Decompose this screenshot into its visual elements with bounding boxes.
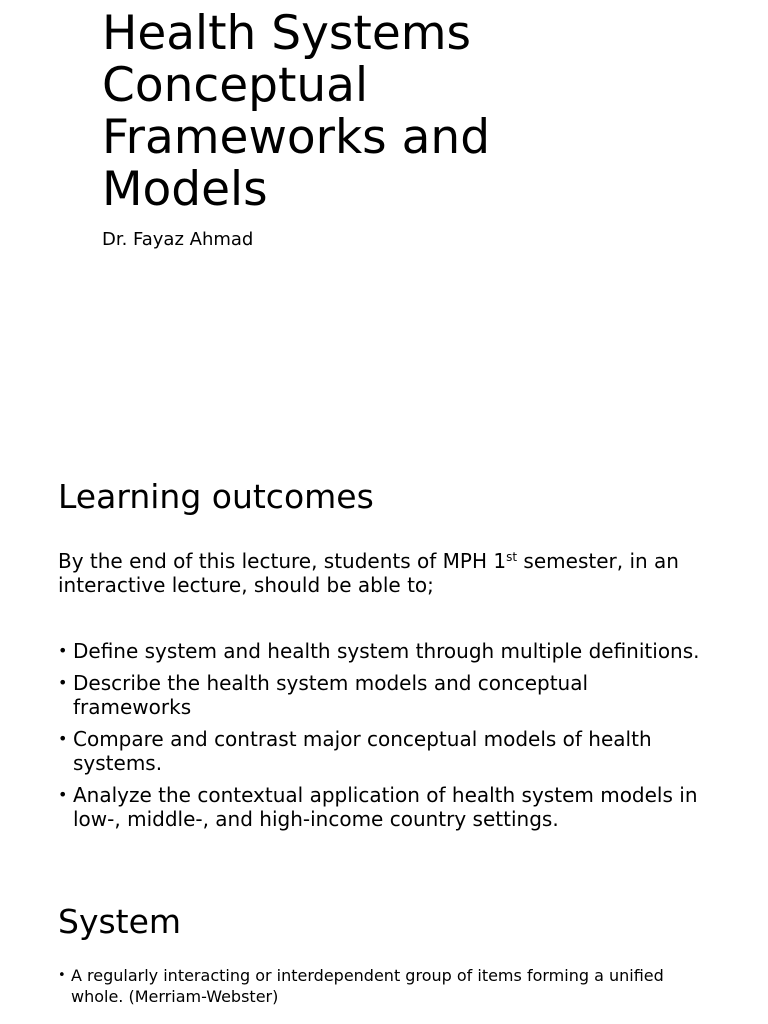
bullet-icon: • — [58, 785, 68, 804]
author-name: Dr. Fayaz Ahmad — [102, 229, 254, 250]
learning-outcomes-list — [58, 639, 708, 839]
list-item — [58, 965, 698, 1007]
list-item-text: Define system and health system through multiple definitions. — [73, 639, 700, 663]
bullet-icon: • — [58, 673, 68, 692]
system-heading: System — [58, 902, 182, 941]
learning-outcomes-intro — [58, 549, 718, 597]
list-item-text: Analyze the contextual application of health system models in low-, middle-, and high-income country settings. — [73, 783, 698, 831]
system-slide — [0, 876, 768, 1024]
list-item-text: Describe the health system models and conceptual frameworks — [73, 671, 589, 719]
intro-ordinal-suffix: st — [506, 550, 518, 564]
list-item — [58, 727, 708, 775]
title-slide — [0, 0, 768, 440]
bullet-icon: • — [58, 729, 68, 748]
list-item-text: Compare and contrast major conceptual models of health systems. — [73, 727, 652, 775]
bullet-icon: • — [58, 641, 68, 660]
list-item-text: A regularly interacting or interdependent group of items forming a unified whole. (Merriam-Webster) — [71, 966, 664, 1006]
list-item — [58, 783, 708, 831]
presentation-title: Health Systems Conceptual Frameworks and Models — [102, 6, 491, 217]
intro-text-start: By the end of this lecture, students of MPH 1 — [58, 549, 507, 573]
list-item — [58, 671, 708, 719]
intro-text-end: semester, in an interactive lecture, should be able to; — [58, 549, 679, 597]
list-item — [58, 639, 708, 663]
learning-outcomes-heading: Learning outcomes — [58, 477, 374, 516]
learning-outcomes-slide — [0, 448, 768, 868]
bullet-icon: • — [58, 968, 66, 983]
system-definition-list — [58, 965, 698, 1007]
